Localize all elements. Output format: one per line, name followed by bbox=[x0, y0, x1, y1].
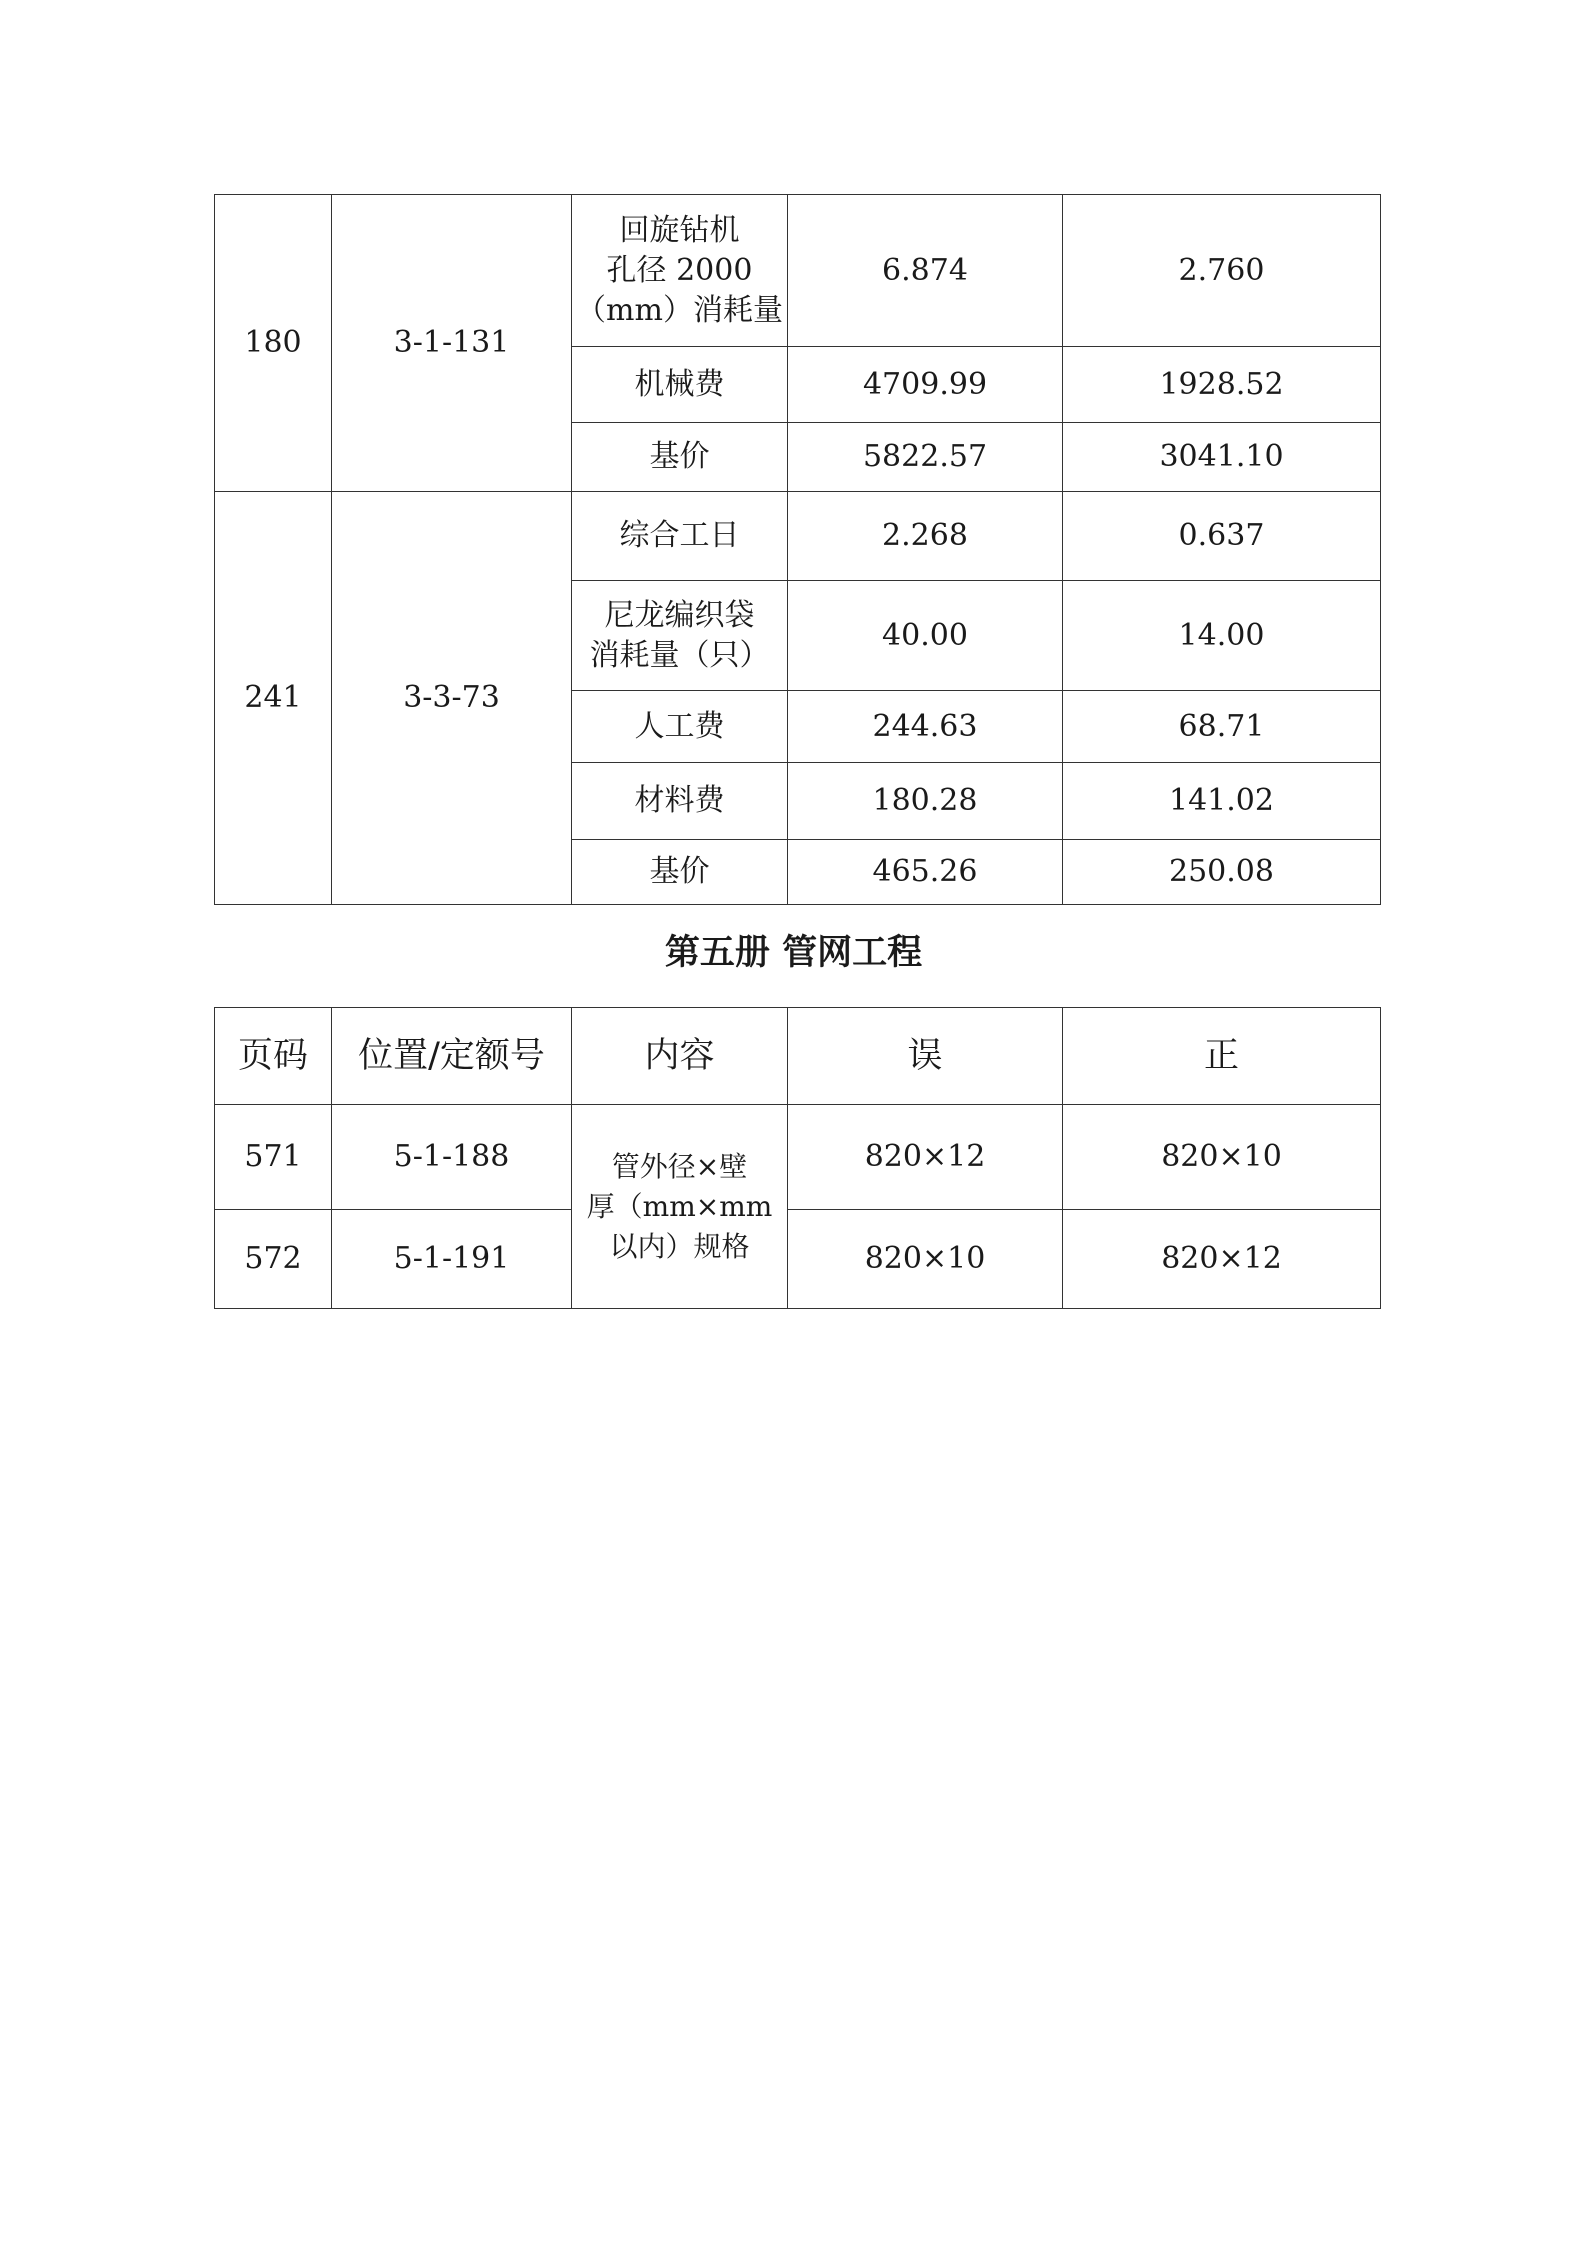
correct-value-cell: 820×12 bbox=[1063, 1210, 1381, 1309]
table-row bbox=[215, 1210, 1381, 1309]
page-number-cell: 571 bbox=[215, 1105, 332, 1210]
page-number-cell: 572 bbox=[215, 1210, 332, 1309]
table-row bbox=[215, 1105, 1381, 1210]
wrong-value-cell: 180.28 bbox=[788, 763, 1063, 840]
item-cell: 基价 bbox=[572, 840, 788, 905]
quota-code-cell: 3-1-131 bbox=[332, 195, 572, 492]
wrong-value-cell: 820×10 bbox=[788, 1210, 1063, 1309]
errata-table-volume-5 bbox=[214, 1007, 1381, 1309]
correct-value-cell: 1928.52 bbox=[1063, 347, 1381, 423]
quota-code-cell: 5-1-191 bbox=[332, 1210, 572, 1309]
wrong-value-cell: 40.00 bbox=[788, 581, 1063, 691]
quota-code-cell: 5-1-188 bbox=[332, 1105, 572, 1210]
correct-value-cell: 68.71 bbox=[1063, 691, 1381, 763]
correct-value-cell: 0.637 bbox=[1063, 492, 1381, 581]
correct-value-cell: 820×10 bbox=[1063, 1105, 1381, 1210]
column-header-content: 内容 bbox=[572, 1008, 788, 1105]
wrong-value-cell: 2.268 bbox=[788, 492, 1063, 581]
page-number-cell: 241 bbox=[215, 492, 332, 905]
correct-value-cell: 3041.10 bbox=[1063, 423, 1381, 492]
table-header-row bbox=[215, 1008, 1381, 1105]
quota-code-cell: 3-3-73 bbox=[332, 492, 572, 905]
item-cell: 基价 bbox=[572, 423, 788, 492]
wrong-value-cell: 4709.99 bbox=[788, 347, 1063, 423]
item-cell: 机械费 bbox=[572, 347, 788, 423]
column-header-correct: 正 bbox=[1063, 1008, 1381, 1105]
column-header-code: 位置/定额号 bbox=[332, 1008, 572, 1105]
correct-value-cell: 14.00 bbox=[1063, 581, 1381, 691]
table-row bbox=[215, 195, 1381, 347]
item-cell: 回旋钻机 孔径 2000 （mm）消耗量 bbox=[572, 195, 788, 347]
correct-value-cell: 2.760 bbox=[1063, 195, 1381, 347]
wrong-value-cell: 244.63 bbox=[788, 691, 1063, 763]
correct-value-cell: 250.08 bbox=[1063, 840, 1381, 905]
item-cell: 人工费 bbox=[572, 691, 788, 763]
content-cell: 管外径×壁 厚（mm×mm 以内）规格 bbox=[572, 1105, 788, 1309]
wrong-value-cell: 820×12 bbox=[788, 1105, 1063, 1210]
table-row bbox=[215, 492, 1381, 581]
errata-table-volume-3 bbox=[214, 194, 1381, 905]
correct-value-cell: 141.02 bbox=[1063, 763, 1381, 840]
item-cell: 综合工日 bbox=[572, 492, 788, 581]
page-number-cell: 180 bbox=[215, 195, 332, 492]
section-title: 第五册 管网工程 bbox=[664, 933, 923, 973]
item-cell: 尼龙编织袋 消耗量（只） bbox=[572, 581, 788, 691]
column-header-page: 页码 bbox=[215, 1008, 332, 1105]
wrong-value-cell: 5822.57 bbox=[788, 423, 1063, 492]
column-header-wrong: 误 bbox=[788, 1008, 1063, 1105]
wrong-value-cell: 465.26 bbox=[788, 840, 1063, 905]
wrong-value-cell: 6.874 bbox=[788, 195, 1063, 347]
item-cell: 材料费 bbox=[572, 763, 788, 840]
